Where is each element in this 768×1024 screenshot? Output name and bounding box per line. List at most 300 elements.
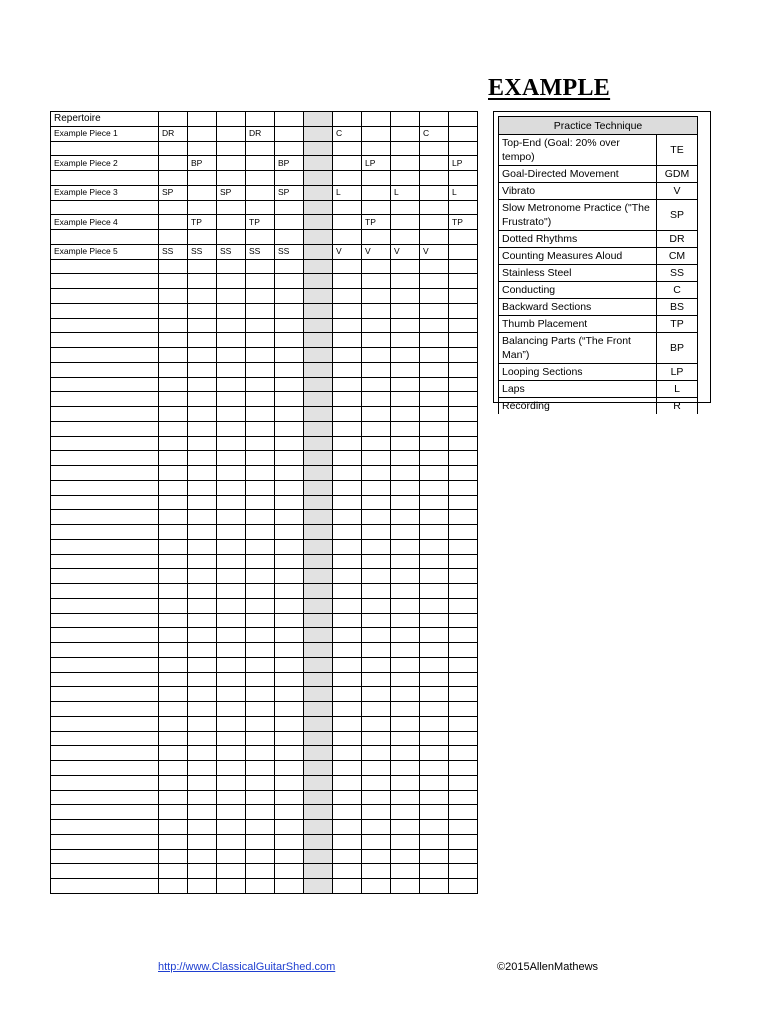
- practice-mark-cell: [159, 274, 188, 289]
- practice-mark-cell: [449, 657, 478, 672]
- practice-mark-cell: [159, 820, 188, 835]
- practice-mark-cell: L: [449, 185, 478, 200]
- practice-mark-cell: [391, 554, 420, 569]
- practice-mark-cell: [275, 126, 304, 141]
- table-row: [51, 171, 478, 186]
- practice-mark-cell: [333, 215, 362, 230]
- practice-mark-cell: [217, 466, 246, 481]
- practice-mark-cell: [449, 569, 478, 584]
- practice-mark-cell: LP: [362, 156, 391, 171]
- practice-mark-cell: [304, 436, 333, 451]
- practice-mark-cell: [391, 716, 420, 731]
- practice-mark-cell: [217, 333, 246, 348]
- practice-mark-cell: [333, 141, 362, 156]
- piece-name-cell: [51, 141, 159, 156]
- practice-mark-cell: [449, 436, 478, 451]
- practice-mark-cell: [159, 333, 188, 348]
- practice-mark-cell: C: [420, 126, 449, 141]
- practice-mark-cell: [420, 377, 449, 392]
- practice-mark-cell: [449, 628, 478, 643]
- practice-mark-cell: DR: [159, 126, 188, 141]
- practice-mark-cell: [333, 613, 362, 628]
- practice-mark-cell: [217, 510, 246, 525]
- technique-name: Backward Sections: [499, 299, 657, 316]
- practice-mark-cell: [333, 879, 362, 894]
- practice-mark-cell: [304, 407, 333, 422]
- practice-mark-cell: [449, 348, 478, 363]
- practice-mark-cell: [304, 525, 333, 540]
- practice-mark-cell: [159, 613, 188, 628]
- practice-mark-cell: [362, 377, 391, 392]
- practice-mark-cell: [275, 584, 304, 599]
- technique-row: [499, 248, 698, 265]
- practice-mark-cell: [275, 259, 304, 274]
- practice-mark-cell: [159, 495, 188, 510]
- practice-mark-cell: [420, 303, 449, 318]
- practice-mark-cell: [362, 303, 391, 318]
- practice-mark-cell: [159, 849, 188, 864]
- practice-mark-cell: [188, 495, 217, 510]
- practice-mark-cell: [420, 259, 449, 274]
- practice-mark-cell: [420, 495, 449, 510]
- practice-mark-cell: [362, 348, 391, 363]
- practice-mark-cell: [217, 303, 246, 318]
- practice-mark-cell: [275, 702, 304, 717]
- practice-mark-cell: [304, 230, 333, 245]
- practice-mark-cell: [391, 628, 420, 643]
- practice-mark-cell: [391, 156, 420, 171]
- practice-mark-cell: [188, 849, 217, 864]
- practice-mark-cell: [391, 761, 420, 776]
- practice-mark-cell: [304, 200, 333, 215]
- practice-mark-cell: [188, 702, 217, 717]
- practice-mark-cell: [275, 554, 304, 569]
- copyright-text: ©2015AllenMathews: [497, 961, 599, 973]
- practice-mark-cell: [391, 613, 420, 628]
- practice-mark-cell: [217, 539, 246, 554]
- practice-mark-cell: [391, 820, 420, 835]
- practice-mark-cell: [391, 584, 420, 599]
- practice-mark-cell: [246, 141, 275, 156]
- practice-mark-cell: [217, 613, 246, 628]
- practice-mark-cell: [304, 126, 333, 141]
- practice-mark-cell: [275, 569, 304, 584]
- practice-mark-cell: [420, 775, 449, 790]
- practice-mark-cell: [246, 525, 275, 540]
- practice-mark-cell: V: [362, 244, 391, 259]
- practice-mark-cell: [391, 126, 420, 141]
- practice-mark-cell: [449, 539, 478, 554]
- piece-name-cell: [51, 613, 159, 628]
- practice-mark-cell: [391, 849, 420, 864]
- practice-mark-cell: [420, 539, 449, 554]
- practice-mark-cell: [246, 731, 275, 746]
- practice-mark-cell: [275, 790, 304, 805]
- practice-mark-cell: [217, 761, 246, 776]
- practice-mark-cell: [304, 820, 333, 835]
- practice-mark-cell: [304, 702, 333, 717]
- practice-mark-cell: [449, 525, 478, 540]
- practice-mark-cell: [333, 702, 362, 717]
- practice-mark-cell: [246, 362, 275, 377]
- practice-mark-cell: [362, 407, 391, 422]
- practice-mark-cell: [449, 775, 478, 790]
- piece-name-cell: [51, 539, 159, 554]
- practice-mark-cell: [391, 569, 420, 584]
- practice-mark-cell: [420, 392, 449, 407]
- practice-mark-cell: [362, 613, 391, 628]
- practice-mark-cell: [275, 230, 304, 245]
- practice-mark-cell: [333, 230, 362, 245]
- practice-mark-cell: [304, 480, 333, 495]
- practice-mark-cell: [159, 156, 188, 171]
- practice-mark-cell: [159, 392, 188, 407]
- practice-mark-cell: [333, 820, 362, 835]
- practice-mark-cell: [449, 112, 478, 127]
- practice-mark-cell: [391, 289, 420, 304]
- practice-mark-cell: [246, 421, 275, 436]
- practice-mark-cell: [333, 539, 362, 554]
- practice-mark-cell: [304, 554, 333, 569]
- table-row: [51, 687, 478, 702]
- table-row: [51, 613, 478, 628]
- practice-mark-cell: [449, 702, 478, 717]
- table-row: [51, 495, 478, 510]
- practice-mark-cell: [333, 761, 362, 776]
- practice-mark-cell: [449, 377, 478, 392]
- practice-mark-cell: [449, 466, 478, 481]
- practice-mark-cell: [217, 731, 246, 746]
- practice-mark-cell: [159, 451, 188, 466]
- practice-mark-cell: [362, 421, 391, 436]
- practice-mark-cell: [246, 289, 275, 304]
- practice-mark-cell: [246, 584, 275, 599]
- practice-mark-cell: [188, 584, 217, 599]
- technique-row: [499, 364, 698, 381]
- practice-mark-cell: [304, 348, 333, 363]
- practice-mark-cell: [304, 421, 333, 436]
- practice-mark-cell: [246, 377, 275, 392]
- practice-mark-cell: [188, 657, 217, 672]
- practice-mark-cell: [159, 303, 188, 318]
- practice-mark-cell: [449, 289, 478, 304]
- practice-mark-cell: [420, 480, 449, 495]
- technique-code: CM: [657, 248, 698, 265]
- practice-mark-cell: [188, 451, 217, 466]
- practice-mark-cell: [449, 820, 478, 835]
- practice-mark-cell: [391, 215, 420, 230]
- table-row: [51, 407, 478, 422]
- practice-mark-cell: [246, 259, 275, 274]
- practice-mark-cell: [420, 613, 449, 628]
- practice-mark-cell: [217, 377, 246, 392]
- practice-mark-cell: [159, 200, 188, 215]
- technique-row: [499, 265, 698, 282]
- practice-mark-cell: [275, 849, 304, 864]
- practice-mark-cell: V: [391, 244, 420, 259]
- practice-mark-cell: [188, 525, 217, 540]
- practice-mark-cell: [420, 643, 449, 658]
- practice-mark-cell: [304, 849, 333, 864]
- practice-mark-cell: V: [420, 244, 449, 259]
- practice-mark-cell: [420, 761, 449, 776]
- practice-mark-cell: [362, 436, 391, 451]
- technique-code: TE: [657, 135, 698, 166]
- practice-mark-cell: [420, 849, 449, 864]
- practice-mark-cell: [304, 466, 333, 481]
- technique-name: Slow Metronome Practice ("The Frustrato"): [499, 200, 657, 231]
- practice-mark-cell: [217, 289, 246, 304]
- practice-mark-cell: [304, 790, 333, 805]
- practice-mark-cell: [217, 141, 246, 156]
- table-row: [51, 480, 478, 495]
- practice-mark-cell: [333, 672, 362, 687]
- practice-mark-cell: [159, 657, 188, 672]
- practice-mark-cell: [333, 377, 362, 392]
- piece-name-cell: [51, 702, 159, 717]
- table-row: [51, 598, 478, 613]
- table-row: [51, 864, 478, 879]
- piece-name-cell: [51, 643, 159, 658]
- practice-mark-cell: C: [333, 126, 362, 141]
- practice-mark-cell: V: [333, 244, 362, 259]
- practice-mark-cell: [362, 525, 391, 540]
- practice-mark-cell: [188, 185, 217, 200]
- technique-code: SP: [657, 200, 698, 231]
- practice-mark-cell: [246, 112, 275, 127]
- practice-mark-cell: [188, 171, 217, 186]
- practice-mark-cell: [246, 775, 275, 790]
- table-row: [51, 230, 478, 245]
- table-row: [51, 510, 478, 525]
- piece-name-cell: [51, 436, 159, 451]
- practice-mark-cell: [217, 775, 246, 790]
- table-row: [51, 126, 478, 141]
- practice-mark-cell: [449, 318, 478, 333]
- practice-mark-cell: [420, 790, 449, 805]
- practice-mark-cell: [246, 805, 275, 820]
- table-row: [51, 259, 478, 274]
- practice-mark-cell: [333, 466, 362, 481]
- practice-mark-cell: [333, 746, 362, 761]
- piece-name: Example Piece 4: [51, 215, 159, 230]
- repertoire-table: [50, 111, 478, 894]
- practice-mark-cell: [188, 761, 217, 776]
- practice-mark-cell: [304, 112, 333, 127]
- practice-mark-cell: TP: [188, 215, 217, 230]
- practice-mark-cell: [333, 569, 362, 584]
- practice-mark-cell: [362, 805, 391, 820]
- practice-mark-cell: [420, 746, 449, 761]
- practice-mark-cell: [391, 141, 420, 156]
- practice-mark-cell: [246, 436, 275, 451]
- practice-mark-cell: [275, 200, 304, 215]
- practice-mark-cell: [217, 687, 246, 702]
- practice-mark-cell: [304, 377, 333, 392]
- practice-mark-cell: [391, 672, 420, 687]
- technique-row: [499, 398, 698, 415]
- practice-mark-cell: [304, 687, 333, 702]
- practice-mark-cell: [217, 584, 246, 599]
- practice-mark-cell: [362, 185, 391, 200]
- practice-mark-cell: [362, 643, 391, 658]
- practice-mark-cell: [333, 598, 362, 613]
- practice-mark-cell: [275, 215, 304, 230]
- practice-mark-cell: [420, 348, 449, 363]
- practice-mark-cell: [159, 377, 188, 392]
- practice-mark-cell: [304, 303, 333, 318]
- table-row: [51, 746, 478, 761]
- practice-mark-cell: [304, 451, 333, 466]
- practice-mark-cell: [420, 156, 449, 171]
- practice-mark-cell: [362, 171, 391, 186]
- practice-mark-cell: TP: [246, 215, 275, 230]
- practice-mark-cell: [159, 348, 188, 363]
- practice-mark-cell: [449, 126, 478, 141]
- practice-mark-cell: [333, 805, 362, 820]
- piece-name-cell: [51, 392, 159, 407]
- practice-mark-cell: [333, 657, 362, 672]
- practice-mark-cell: [420, 525, 449, 540]
- practice-mark-cell: [420, 820, 449, 835]
- practice-mark-cell: [275, 716, 304, 731]
- practice-mark-cell: [420, 333, 449, 348]
- practice-mark-cell: [304, 392, 333, 407]
- practice-mark-cell: [304, 539, 333, 554]
- technique-name: Conducting: [499, 282, 657, 299]
- practice-mark-cell: [449, 805, 478, 820]
- practice-mark-cell: [246, 333, 275, 348]
- practice-mark-cell: [333, 451, 362, 466]
- practice-mark-cell: DR: [246, 126, 275, 141]
- practice-mark-cell: [217, 156, 246, 171]
- table-row: [51, 421, 478, 436]
- practice-mark-cell: [159, 215, 188, 230]
- table-row: [51, 879, 478, 894]
- practice-mark-cell: [217, 805, 246, 820]
- technique-row: [499, 183, 698, 200]
- practice-mark-cell: [159, 687, 188, 702]
- piece-name-cell: [51, 628, 159, 643]
- practice-mark-cell: [159, 643, 188, 658]
- piece-name-cell: [51, 480, 159, 495]
- practice-mark-cell: [217, 112, 246, 127]
- practice-mark-cell: [362, 598, 391, 613]
- practice-mark-cell: [391, 230, 420, 245]
- practice-mark-cell: [449, 672, 478, 687]
- practice-mark-cell: [449, 746, 478, 761]
- website-link[interactable]: http://www.ClassicalGuitarShed.com: [158, 961, 336, 973]
- practice-mark-cell: [449, 274, 478, 289]
- practice-mark-cell: [420, 318, 449, 333]
- practice-mark-cell: [217, 702, 246, 717]
- practice-mark-cell: [159, 171, 188, 186]
- practice-mark-cell: [159, 510, 188, 525]
- practice-mark-cell: [420, 362, 449, 377]
- practice-mark-cell: [391, 539, 420, 554]
- practice-mark-cell: [333, 156, 362, 171]
- practice-mark-cell: [275, 820, 304, 835]
- practice-mark-cell: [449, 716, 478, 731]
- practice-mark-cell: [159, 716, 188, 731]
- practice-mark-cell: [420, 230, 449, 245]
- practice-mark-cell: [333, 112, 362, 127]
- practice-mark-cell: [275, 392, 304, 407]
- practice-mark-cell: [362, 112, 391, 127]
- practice-mark-cell: [304, 362, 333, 377]
- practice-mark-cell: [362, 716, 391, 731]
- practice-mark-cell: [217, 392, 246, 407]
- practice-mark-cell: [391, 834, 420, 849]
- practice-mark-cell: [217, 171, 246, 186]
- practice-mark-cell: [362, 333, 391, 348]
- practice-mark-cell: [391, 864, 420, 879]
- practice-mark-cell: [362, 731, 391, 746]
- practice-mark-cell: [246, 834, 275, 849]
- table-row: [51, 451, 478, 466]
- piece-name-cell: [51, 421, 159, 436]
- practice-mark-cell: [304, 141, 333, 156]
- table-row: [51, 377, 478, 392]
- practice-mark-cell: [304, 672, 333, 687]
- table-row: [51, 731, 478, 746]
- practice-mark-cell: [304, 628, 333, 643]
- practice-mark-cell: [362, 480, 391, 495]
- practice-mark-cell: [188, 643, 217, 658]
- practice-mark-cell: [217, 643, 246, 658]
- practice-mark-cell: [420, 451, 449, 466]
- technique-name: Thumb Placement: [499, 316, 657, 333]
- practice-mark-cell: [391, 657, 420, 672]
- technique-name: Recording: [499, 398, 657, 415]
- technique-name: Vibrato: [499, 183, 657, 200]
- practice-mark-cell: [217, 495, 246, 510]
- table-row: [51, 466, 478, 481]
- piece-name-cell: [51, 849, 159, 864]
- practice-mark-cell: [420, 687, 449, 702]
- practice-mark-cell: [188, 436, 217, 451]
- piece-name-cell: [51, 451, 159, 466]
- practice-mark-cell: [391, 775, 420, 790]
- practice-mark-cell: [188, 303, 217, 318]
- practice-mark-cell: [246, 598, 275, 613]
- practice-mark-cell: [188, 407, 217, 422]
- practice-mark-cell: [304, 598, 333, 613]
- practice-mark-cell: [391, 643, 420, 658]
- repertoire-header: Repertoire: [51, 112, 159, 127]
- technique-name: Goal-Directed Movement: [499, 166, 657, 183]
- practice-mark-cell: [333, 510, 362, 525]
- piece-name-cell: [51, 510, 159, 525]
- practice-mark-cell: [217, 525, 246, 540]
- table-row: [51, 539, 478, 554]
- practice-mark-cell: [362, 126, 391, 141]
- practice-mark-cell: BP: [188, 156, 217, 171]
- practice-mark-cell: [188, 333, 217, 348]
- technique-code: C: [657, 282, 698, 299]
- table-row: [51, 643, 478, 658]
- practice-mark-cell: [188, 289, 217, 304]
- practice-mark-cell: [275, 112, 304, 127]
- practice-mark-cell: [159, 569, 188, 584]
- practice-mark-cell: [159, 407, 188, 422]
- practice-mark-cell: [304, 569, 333, 584]
- practice-mark-cell: [275, 613, 304, 628]
- practice-mark-cell: SS: [246, 244, 275, 259]
- practice-mark-cell: [391, 702, 420, 717]
- technique-code: TP: [657, 316, 698, 333]
- practice-mark-cell: [391, 879, 420, 894]
